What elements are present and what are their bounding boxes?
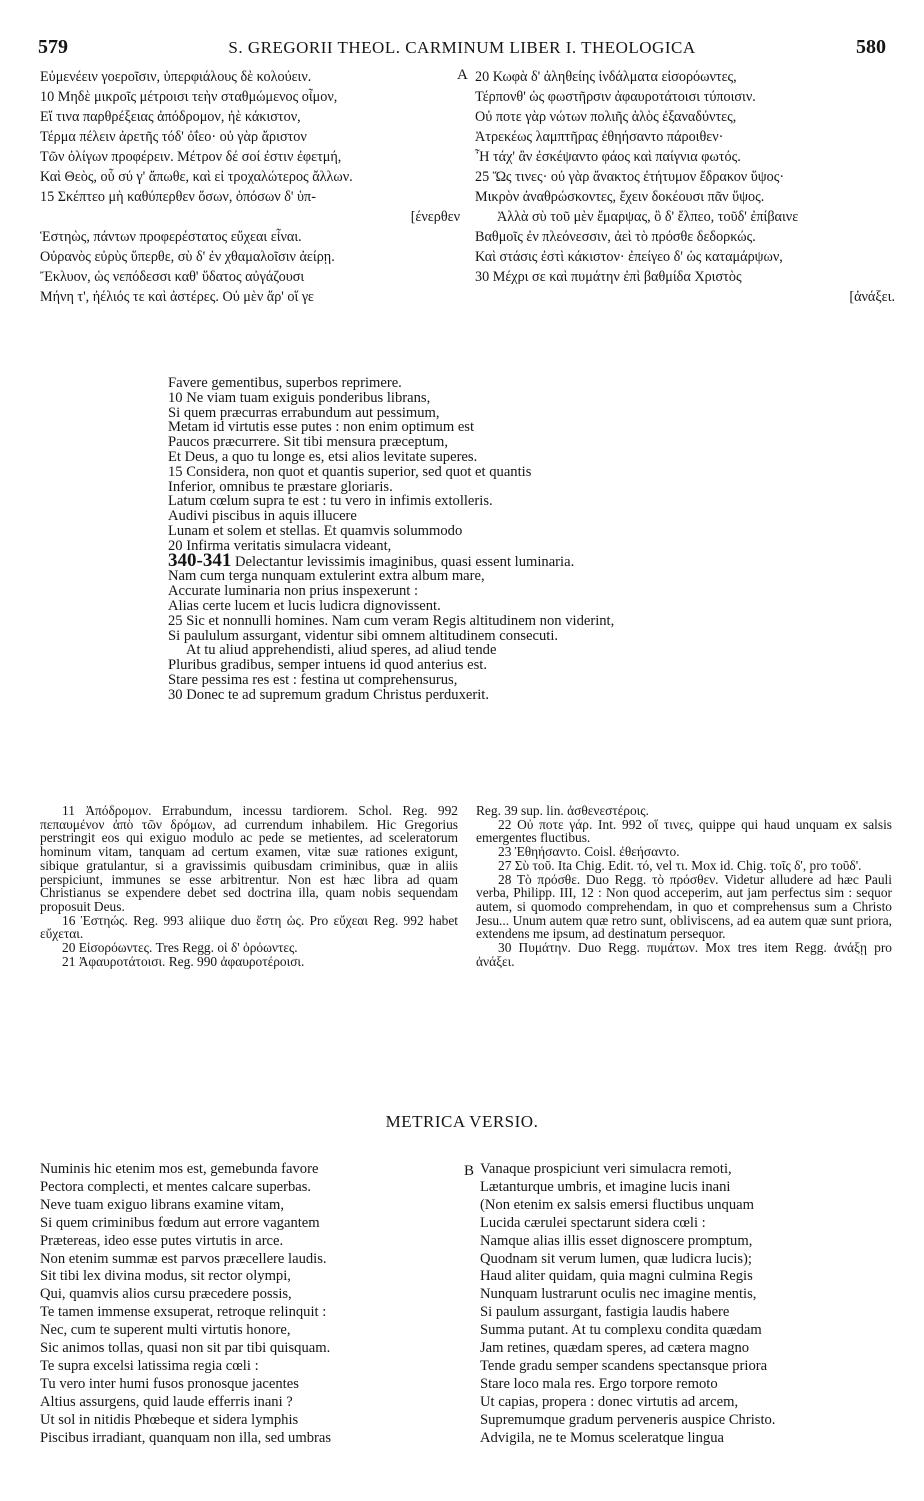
latin-prose-translation bbox=[168, 376, 818, 703]
verse-line: Nunquam lustrarunt oculis nec imagine mentis, bbox=[480, 1286, 757, 1303]
column-marker-b: B bbox=[464, 1163, 475, 1179]
note: 16 Ἑστηώς. Reg. 993 aliique duo ἕστη ὡς. Pro εὔχεαι Reg. 992 habet εὔχεται. bbox=[40, 912, 458, 942]
latin-line: 30 Donec te ad supremum gradum Christus perduxerit. bbox=[168, 686, 489, 703]
latin-line-with-ref bbox=[168, 549, 818, 571]
metrical-version-right-column bbox=[480, 1161, 900, 1448]
verse-line: Supremumque gradum perveneris auspice Christo. bbox=[480, 1411, 776, 1428]
latin-line-text: Delectantur levissimis imaginibus, quasi essent luminaria. bbox=[234, 553, 575, 570]
verse-line: Lætanturque umbris, et imagine lucis inani bbox=[480, 1178, 731, 1195]
note: 20 Εἰσορόωντες. Tres Regg. οἱ δ' ὁρόωντες. bbox=[62, 940, 298, 956]
verse-line: Ut capias, propera : donec virtutis ad arcem, bbox=[480, 1393, 739, 1410]
verse-line: Ut sol in nitidis Phœbeque et sidera lymphis bbox=[40, 1411, 299, 1428]
notes-left-column bbox=[40, 804, 458, 968]
verse-line: Non etenim summæ est parvos præcellere laudis. bbox=[40, 1250, 327, 1267]
verse-line: Vanaque prospiciunt veri simulacra remoti, bbox=[480, 1161, 732, 1177]
verse-line: Sic animos tollas, quasi non sit par tibi quisquam. bbox=[40, 1340, 331, 1357]
note: 27 Σὺ τοῦ. Ita Chig. Edit. τό, vel τι. Mox id. Chig. τοῖς δ', pro τοῦδ'. bbox=[498, 857, 862, 873]
verse-line: Advigila, ne te Momus sceleratque lingua bbox=[480, 1429, 724, 1446]
running-title: S. GREGORII THEOL. CARMINUM LIBER I. THEOLOGICA bbox=[228, 38, 696, 57]
latin-line: Si quem præcurras errabundum aut pessimum, bbox=[168, 404, 440, 421]
greek-line-continuation: [ἀνάξει. bbox=[849, 289, 895, 305]
verse-line: Tu vero inter humi fusos pronosque jacentes bbox=[40, 1375, 299, 1392]
verse-line: Prætereas, ideo esse putes virtutis in arce. bbox=[40, 1232, 284, 1249]
greek-line-continuation: [ένερθεν bbox=[410, 209, 460, 225]
greek-line: Βαθμοῖς ἐν πλεόνεσσιν, ἀεὶ τὸ πρόσθε δεδορκώς. bbox=[475, 229, 756, 245]
greek-line: Ἑστηὼς, πάντων προφερέστατος εὔχεαι εἶναι. bbox=[40, 229, 302, 245]
greek-line: Ἀλλὰ σὺ τοῦ μὲν ἔμαρψας, ὃ δ' ἔλπεο, τοῦδ' ἐπίβαινε bbox=[497, 209, 799, 225]
latin-line: At tu aliud apprehendisti, aliud speres, ad aliud tende bbox=[186, 642, 497, 659]
latin-line: Nam cum terga nunquam extulerint extra album mare, bbox=[168, 568, 485, 585]
note-continuation: Reg. 39 sup. lin. ἀσθενεστέροις. bbox=[476, 803, 649, 818]
column-marker-a: A bbox=[457, 67, 468, 83]
note: 11 Ἀπόδρομον. Errabundum, incessu tardiorem. Schol. Reg. 992 πεπαυμένον ἀπὸ τῶν δρόμων, ad currendum inhabilem. Hic Gregorius perstringit eos qui exiguo modulo ac pede se metientes, ad sceleratorum hominum vitam, tanquam ad certum examen, vitæ suæ rationes exigunt, sibique gratulantur, si a gravissimis quibusdam criminibus, quæ in aliis perspiciunt, immunes se esse arbitrentur. Non est hæc libra ad quam Christianus se expendere debet sed doctrina illa, quam nobis sequendam proposuit Deus. bbox=[40, 803, 458, 914]
latin-line: Paucos præcurrere. Sit tibi mensura præceptum, bbox=[168, 434, 449, 451]
greek-line: Εὐμενέειν γοεροῖσιν, ὑπερφιάλους δὲ κολούειν. bbox=[40, 69, 312, 85]
verse-line: Piscibus irradiant, quanquam non illa, sed umbras bbox=[40, 1429, 332, 1446]
greek-line: 15 Σκέπτεο μὴ καθύπερθεν ὅσων, ὁπόσων δ' ὑπ- bbox=[40, 189, 316, 205]
latin-line: Accurate luminaria non prius inspexerunt : bbox=[168, 583, 419, 600]
greek-line: Μικρὸν ἀναθρώσκοντες, ἔχειν δοκέουσι πᾶν ὕψος. bbox=[475, 189, 765, 205]
latin-line: Favere gementibus, superbos reprimere. bbox=[168, 375, 402, 391]
verse-line: Quodnam sit verum lumen, quæ ludicra lucis); bbox=[480, 1250, 752, 1267]
greek-line: Ἀτρεκέως λαμπτῆρας ἐθηήσαντο πάροιθεν· bbox=[475, 129, 724, 145]
greek-line: Τέρπονθ' ὡς φωστῆρσιν ἀφαυροτάτοισι τύποισιν. bbox=[475, 89, 756, 105]
latin-line: Alias certe lucem et lucis ludicra dignovissent. bbox=[168, 597, 441, 614]
verse-line: Jam retines, quædam speres, ad cætera magno bbox=[480, 1340, 750, 1357]
verse-line: Stare loco mala res. Ergo torpore remoto bbox=[480, 1375, 718, 1392]
page-number-left: 579 bbox=[38, 36, 68, 58]
verse-line: Namque alias illis esset dignoscere promptum, bbox=[480, 1232, 753, 1249]
latin-line: Latum cœlum supra te est : tu vero in infimis extolleris. bbox=[168, 493, 493, 510]
verse-line: Nec, cum te superent multi virtutis honore, bbox=[40, 1322, 291, 1339]
greek-line: Ἦ τάχ' ἂν ἐσκέψαντο φάος καὶ παίγνια φωτός. bbox=[475, 149, 741, 165]
section-heading: METRICA VERSIO. bbox=[385, 1112, 539, 1131]
latin-line: Inferior, omnibus te præstare gloriaris. bbox=[168, 478, 393, 495]
greek-line: Τῶν ὀλίγων προφέρειν. Μέτρον δέ σοί ἐστιν ἐφετμή, bbox=[40, 149, 342, 165]
verse-line: Numinis hic etenim mos est, gemebunda favore bbox=[40, 1161, 319, 1177]
latin-line: 15 Considera, non quot et quantis superior, sed quot et quantis bbox=[168, 463, 532, 480]
note: 30 Πυμάτην. Duo Regg. πυμάτων. Mox tres item Regg. ἀνάξῃ pro ἀνάξει. bbox=[476, 940, 892, 969]
verse-line: Tende gradu semper scandens spectansque priora bbox=[480, 1357, 768, 1374]
greek-line: Οὐ ποτε γὰρ νώτων πολιῆς ἁλὸς ἐξαναδύντες, bbox=[475, 109, 737, 125]
greek-line: Καὶ Θεὸς, οὗ σύ γ' ἄπωθε, καὶ εἰ τροχαλώτερος ἄλλων. bbox=[40, 169, 353, 185]
verse-line: Te tamen immense exsuperat, retroque relinquit : bbox=[40, 1304, 327, 1321]
greek-line: 25 Ὥς τινες· οὐ γὰρ ἄνακτος ἐτήτυμον ἔδρακον ὕψος· bbox=[475, 169, 785, 185]
notes-right-column bbox=[476, 804, 892, 968]
latin-line: 20 Infirma veritatis simulacra videant, bbox=[168, 537, 392, 554]
greek-line: Μήνη τ', ἠέλιός τε καὶ ἀστέρες. Οὐ μὲν ἄρ' οἵ γε bbox=[40, 289, 314, 305]
page-header bbox=[38, 36, 886, 62]
verse-line: (Non etenim ex salsis emersi fluctibus unquam bbox=[480, 1196, 754, 1213]
latin-line: Audivi piscibus in aquis illucere bbox=[168, 508, 357, 525]
verse-line: Si quem criminibus fœdum aut errore vagantem bbox=[40, 1214, 320, 1231]
latin-line: Pluribus gradibus, semper intuens id quod anterius est. bbox=[168, 657, 487, 674]
column-reference-number: 340-341 bbox=[168, 549, 232, 571]
verse-line: Summa putant. At tu complexu condita quædam bbox=[480, 1322, 762, 1339]
note: 28 Τὸ πρόσθε. Duo Regg. τὸ πρόσθεν. Videtur alludere ad hæc Pauli verba, Philipp. III, 12 : Non quod acceperim, aut jam perfectus sim : sequor autem, si quomodo comprehendam, in quo et comprehensus sum a Christo Jesu... Unum autem quæ retro sunt, obliviscens, ad ea autem quæ sunt priora, extendens me ipsum, ad destinatum persequor. bbox=[476, 871, 892, 942]
latin-line: Stare pessima res est : festina ut comprehensurus, bbox=[168, 671, 458, 688]
verse-line: Altius assurgens, quid laude efferris inani ? bbox=[40, 1393, 293, 1410]
latin-line: Metam id virtutis esse putes : non enim optimum est bbox=[168, 419, 475, 436]
verse-line: Pectora complecti, et mentes calcare superbas. bbox=[40, 1178, 312, 1195]
note: 22 Οὐ ποτε γάρ. Int. 992 οἵ τινες, quippe qui haud unquam ex salsis emergentes fluctibus. bbox=[476, 816, 892, 846]
verse-line: Haud aliter quidam, quia magni culmina Regis bbox=[480, 1268, 753, 1285]
verse-line: Sit tibi lex divina modus, sit rector olympi, bbox=[40, 1268, 291, 1285]
verse-line: Neve tuam exiguo librans examine vitam, bbox=[40, 1196, 284, 1213]
greek-line: Οὐρανὸς εὐρὺς ὕπερθε, σὺ δ' ἐν χθαμαλοῖσιν ἀείρῃ. bbox=[40, 249, 335, 265]
verse-line: Qui, quamvis alios cursu præcedere possis, bbox=[40, 1286, 292, 1303]
latin-line: Et Deus, a quo tu longe es, etsi alios levitate superes. bbox=[168, 448, 478, 465]
greek-line: 30 Μέχρι σε καὶ πυμάτην ἐπὶ βαθμίδα Χριστὸς bbox=[475, 269, 742, 285]
greek-line: Ἔκλυον, ὡς νεπόδεσσι καθ' ὕδατος αὐγάζουσι bbox=[40, 269, 305, 285]
greek-line: 20 Κωφὰ δ' ἀληθείης ἰνδάλματα εἰσορόωντες, bbox=[475, 69, 737, 85]
metrical-version-left-column bbox=[40, 1161, 470, 1448]
verse-line: Lucida cærulei spectarunt sidera cœli : bbox=[480, 1214, 706, 1231]
verse-line: Si paulum assurgant, fastigia laudis habere bbox=[480, 1304, 730, 1321]
latin-line: 10 Ne viam tuam exiguis ponderibus librans, bbox=[168, 389, 431, 406]
greek-text-left-column bbox=[40, 67, 460, 307]
greek-line: Εἴ τινα παρθρέξειας ἀπόδρομον, ἠὲ κάκιστον, bbox=[40, 109, 301, 125]
greek-text-right-column bbox=[475, 67, 895, 307]
greek-line: Καὶ στάσις ἐστὶ κάκιστον· ἐπείγεο δ' ὡς καταμάρψων, bbox=[475, 249, 783, 265]
greek-line: 10 Μηδὲ μικροῖς μέτροισι τεὴν σταθμώμενος οἶμον, bbox=[40, 89, 338, 105]
note: 21 Ἀφαυροτάτοισι. Reg. 990 ἀφαυροτέροισι. bbox=[62, 953, 305, 969]
latin-line: 25 Sic et nonnulli homines. Nam cum veram Regis altitudinem non viderint, bbox=[168, 612, 615, 629]
note: 23 Ἐθηήσαντο. Coisl. ἐθεήσαντο. bbox=[498, 844, 680, 860]
latin-line: Lunam et solem et stellas. Et quamvis solummodo bbox=[168, 522, 463, 539]
greek-line: Τέρμα πέλειν ἀρετῆς τόδ' ὀΐεο· οὐ γὰρ ἄριστον bbox=[40, 129, 307, 145]
latin-line: Si paululum assurgant, videntur sibi omnem altitudinem consecuti. bbox=[168, 627, 559, 644]
page-number-right: 580 bbox=[856, 36, 886, 58]
verse-line: Te supra excelsi latissima regia cœli : bbox=[40, 1357, 259, 1374]
